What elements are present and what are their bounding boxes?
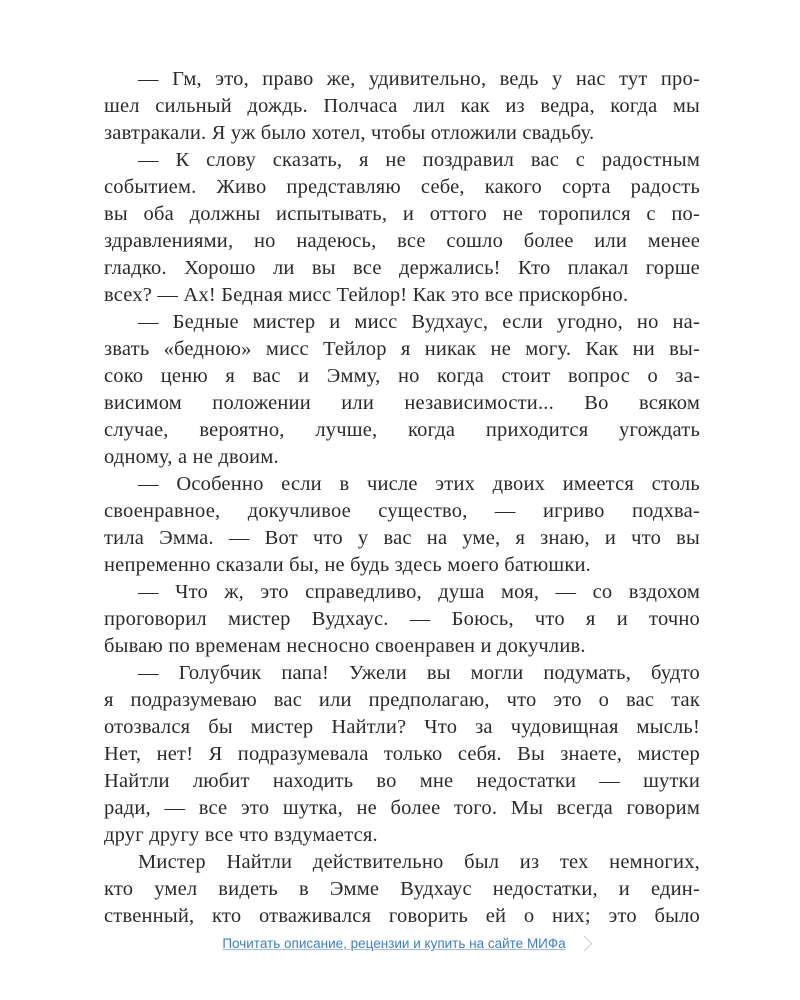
text-line: соко ценю я вас и Эмму, но когда стоит вопрос о за-	[104, 365, 700, 387]
text-line: Мистер Найтли действительно был из тех немногих,	[138, 851, 700, 873]
text-line: шел сильный дождь. Полчаса лил как из ведра, когда мы	[104, 95, 700, 117]
text-line: друг другу все что вздумается.	[104, 824, 378, 846]
text-line: бываю по временам несносно своенравен и докучлив.	[104, 635, 586, 657]
book-store-link[interactable]	[204, 930, 595, 957]
text-line: вы оба должны испытывать, и оттого не торопился с по-	[104, 203, 700, 225]
text-line: проговорил мистер Вудхаус. — Боюсь, что я и точно	[104, 608, 700, 630]
chevron-right-icon	[576, 935, 592, 951]
text-line: завтракали. Я уж было хотел, чтобы отложили свадьбу.	[104, 122, 595, 144]
text-line: отозвался бы мистер Найтли? Что за чудовищная мысль!	[104, 716, 700, 738]
text-line: — Гм, это, право же, удивительно, ведь у нас тут про-	[138, 68, 700, 90]
text-line: — К слову сказать, я не поздравил вас с радостным	[138, 149, 700, 171]
book-store-link-label: Почитать описание, рецензии и купить на сайте МИФа	[222, 936, 566, 951]
text-line: я подразумеваю вас или предполагаю, что это о вас так	[104, 689, 700, 711]
text-line: — Особенно если в числе этих двоих имеется столь	[138, 473, 700, 495]
footer	[0, 930, 800, 957]
text-line: ради, — все это шутка, не более того. Мы всегда говорим	[104, 797, 700, 819]
text-line: — Бедные мистер и мисс Вудхаус, если угодно, но на-	[138, 311, 700, 333]
text-line: всех? — Ах! Бедная мисс Тейлор! Как это все прискорбно.	[104, 284, 629, 306]
text-line: кто умел видеть в Эмме Вудхаус недостатки, и един-	[104, 878, 700, 900]
text-line: — Что ж, это справедливо, душа моя, — со вздохом	[138, 581, 700, 603]
text-line: событием. Живо представляю себе, какого сорта радость	[104, 176, 700, 198]
text-line: Найтли любит находить во мне недостатки — шутки	[104, 770, 700, 792]
page-text	[104, 66, 700, 930]
text-line: Нет, нет! Я подразумевала только себя. Вы знаете, мистер	[104, 743, 700, 765]
text-line: тила Эмма. — Вот что у вас на уме, я знаю, и что вы	[104, 527, 700, 549]
text-line: — Голубчик папа! Ужели вы могли подумать, будто	[138, 662, 700, 684]
text-line: случае, вероятно, лучше, когда приходится угождать	[104, 419, 700, 441]
text-line: своенравное, докучливое существо, — игриво подхва-	[104, 500, 700, 522]
text-line: висимом положении или независимости... Во всяком	[104, 392, 700, 414]
text-line: звать «бедною» мисс Тейлор я никак не могу. Как ни вы-	[104, 338, 700, 360]
text-line: ственный, кто отваживался говорить ей о них; это было	[104, 905, 700, 927]
text-line: гладко. Хорошо ли вы все держались! Кто плакал горше	[104, 257, 700, 279]
text-line: одному, а не двоим.	[104, 446, 279, 468]
text-line: непременно сказали бы, не будь здесь моего батюшки.	[104, 554, 591, 576]
text-line: здравлениями, но надеюсь, все сошло более или менее	[104, 230, 700, 252]
